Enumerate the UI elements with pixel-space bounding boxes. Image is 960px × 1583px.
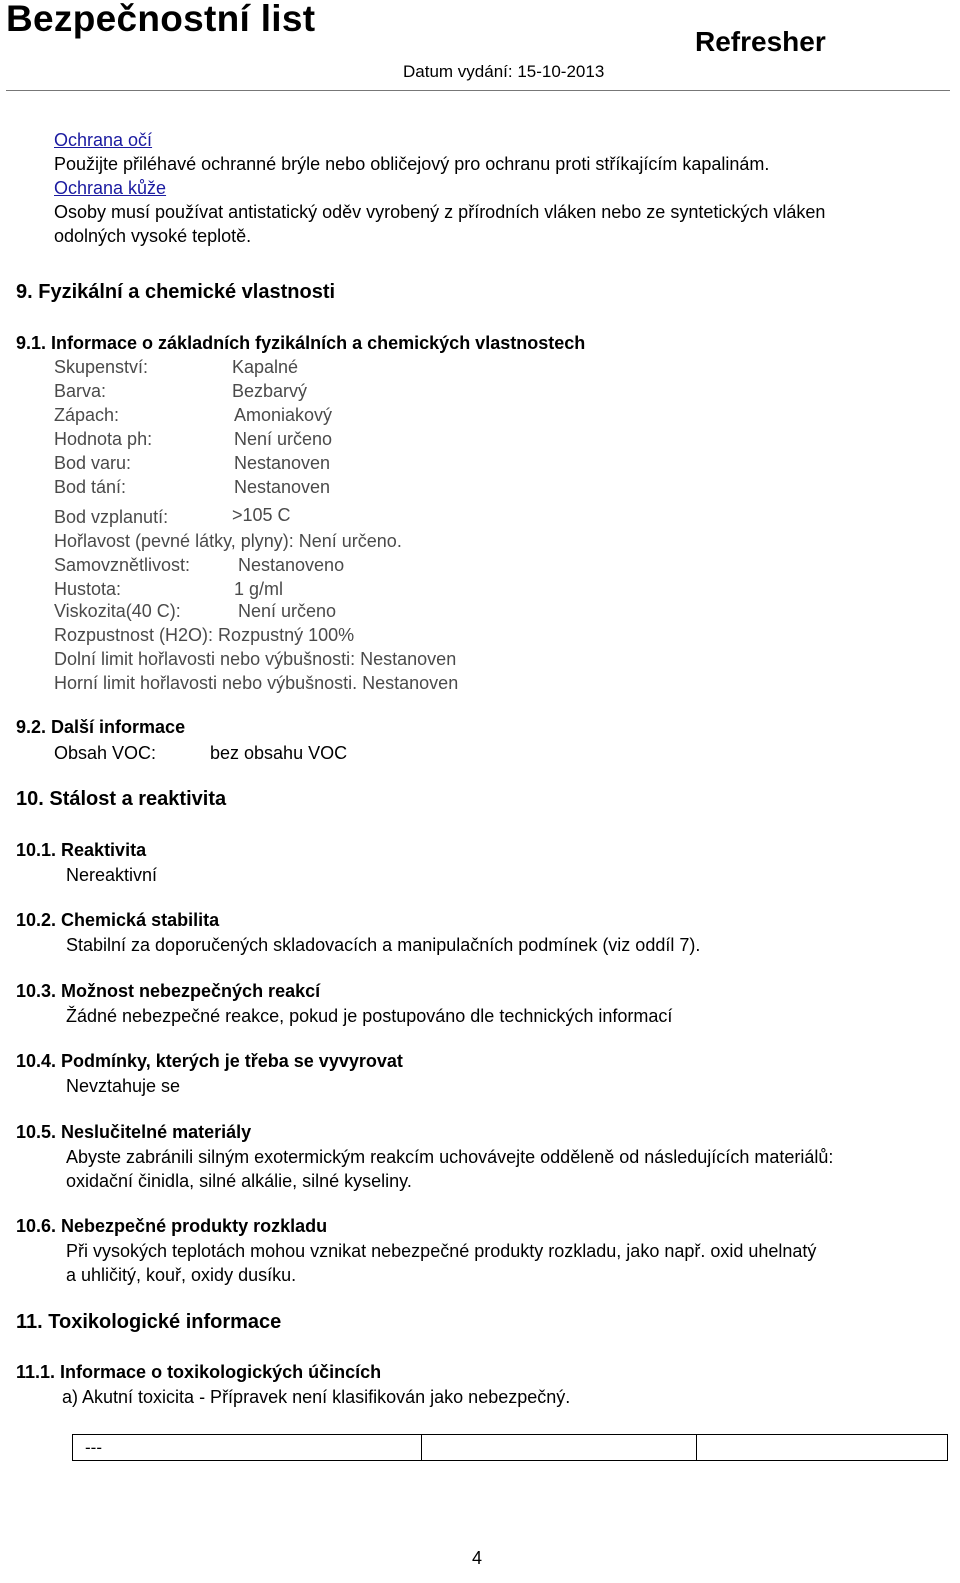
table-cell: [697, 1435, 948, 1461]
section-10-1-text: Nereaktivní: [66, 865, 158, 885]
table-cell: ---: [73, 1435, 422, 1461]
solubility: Rozpustnost (H2O): Rozpustný 100%: [54, 625, 355, 645]
section-10-1-heading: 10.1. Reaktivita: [16, 840, 147, 860]
table-cell: [422, 1435, 697, 1461]
property-label: Hodnota ph:: [54, 429, 153, 449]
viscosity-value: Není určeno: [238, 601, 337, 621]
voc-value: bez obsahu VOC: [210, 743, 348, 763]
property-label: Zápach:: [54, 405, 120, 425]
section-11-1-heading: 11.1. Informace o toxikologických účincích: [16, 1362, 382, 1382]
eye-protection-text: Použijte přiléhavé ochranné brýle nebo obličejový pro ochranu proti stříkajícím kapalinám.: [54, 154, 770, 174]
upper-explosive-limit: Horní limit hořlavosti nebo výbušnosti. Nestanoven: [54, 673, 459, 693]
header-divider: [6, 90, 950, 91]
density-value: 1 g/ml: [234, 579, 284, 599]
section-9-1-heading: 9.1. Informace o základních fyzikálních a chemických vlastnostech: [16, 333, 586, 353]
toxicity-table: [72, 1434, 948, 1461]
section-10-5-heading: 10.5. Neslučitelné materiály: [16, 1122, 252, 1142]
flash-point-label: Bod vzplanutí:: [54, 507, 169, 527]
property-label: Barva:: [54, 381, 107, 401]
section-9-heading: 9. Fyzikální a chemické vlastnosti: [16, 281, 336, 303]
viscosity-label: Viskozita(40 C):: [54, 601, 181, 621]
skin-protection-text-1: Osoby musí používat antistatický oděv vyrobený z přírodních vláken nebo ze syntetických vláken: [54, 202, 826, 222]
lower-explosive-limit: Dolní limit hořlavosti nebo výbušnosti: Nestanoven: [54, 649, 457, 669]
property-label: Bod varu:: [54, 453, 132, 473]
page-number: 4: [472, 1548, 483, 1568]
autoignition-value: Nestanoveno: [238, 555, 345, 575]
eye-protection-heading: Ochrana očí: [54, 130, 153, 150]
section-11-heading: 11. Toxikologické informace: [16, 1311, 282, 1333]
section-10-3-heading: 10.3. Možnost nebezpečných reakcí: [16, 981, 321, 1001]
property-value: Kapalné: [232, 357, 299, 377]
voc-label: Obsah VOC:: [54, 743, 157, 763]
section-10-6-heading: 10.6. Nebezpečné produkty rozkladu: [16, 1216, 328, 1236]
section-10-5-text-1: Abyste zabránili silným exotermickým reakcím uchovávejte odděleně od následujících materiálů:: [66, 1147, 834, 1167]
flammability: Hořlavost (pevné látky, plyny): Není určeno.: [54, 531, 402, 551]
property-value: Není určeno: [234, 429, 333, 449]
section-10-2-text: Stabilní za doporučených skladovacích a manipulačních podmínek (viz oddíl 7).: [66, 935, 701, 955]
property-value: Nestanoven: [234, 477, 331, 497]
skin-protection-heading: Ochrana kůže: [54, 178, 167, 198]
section-10-2-heading: 10.2. Chemická stabilita: [16, 910, 220, 930]
section-10-6-text-2: a uhličitý, kouř, oxidy dusíku.: [66, 1265, 297, 1285]
section-10-4-text: Nevztahuje se: [66, 1076, 181, 1096]
section-10-4-heading: 10.4. Podmínky, kterých je třeba se vyvyrovat: [16, 1051, 403, 1071]
acute-toxicity: a) Akutní toxicita - Přípravek není klasifikován jako nebezpečný.: [62, 1387, 571, 1407]
property-label: Bod tání:: [54, 477, 127, 497]
density-label: Hustota:: [54, 579, 122, 599]
table-row: [73, 1435, 948, 1461]
section-10-5-text-2: oxidační činidla, silné alkálie, silné kyseliny.: [66, 1171, 412, 1191]
skin-protection-text-2: odolných vysoké teplotě.: [54, 226, 252, 246]
section-9-2-heading: 9.2. Další informace: [16, 717, 186, 737]
product-name: Refresher: [695, 26, 826, 57]
property-value: Nestanoven: [234, 453, 331, 473]
document-title: Bezpečnostní list: [6, 0, 316, 39]
section-10-heading: 10. Stálost a reaktivita: [16, 788, 227, 810]
autoignition-label: Samovznětlivost:: [54, 555, 191, 575]
section-10-3-text: Žádné nebezpečné reakce, pokud je postupováno dle technických informací: [66, 1006, 673, 1026]
property-label: Skupenství:: [54, 357, 149, 377]
flash-point-value: >105 C: [232, 505, 291, 525]
property-value: Bezbarvý: [232, 381, 308, 401]
section-10-6-text-1: Při vysokých teplotách mohou vznikat nebezpečné produkty rozkladu, jako např. oxid uhelnatý: [66, 1241, 817, 1261]
property-value: Amoniakový: [234, 405, 333, 425]
issue-date: Datum vydání: 15-10-2013: [403, 62, 605, 81]
